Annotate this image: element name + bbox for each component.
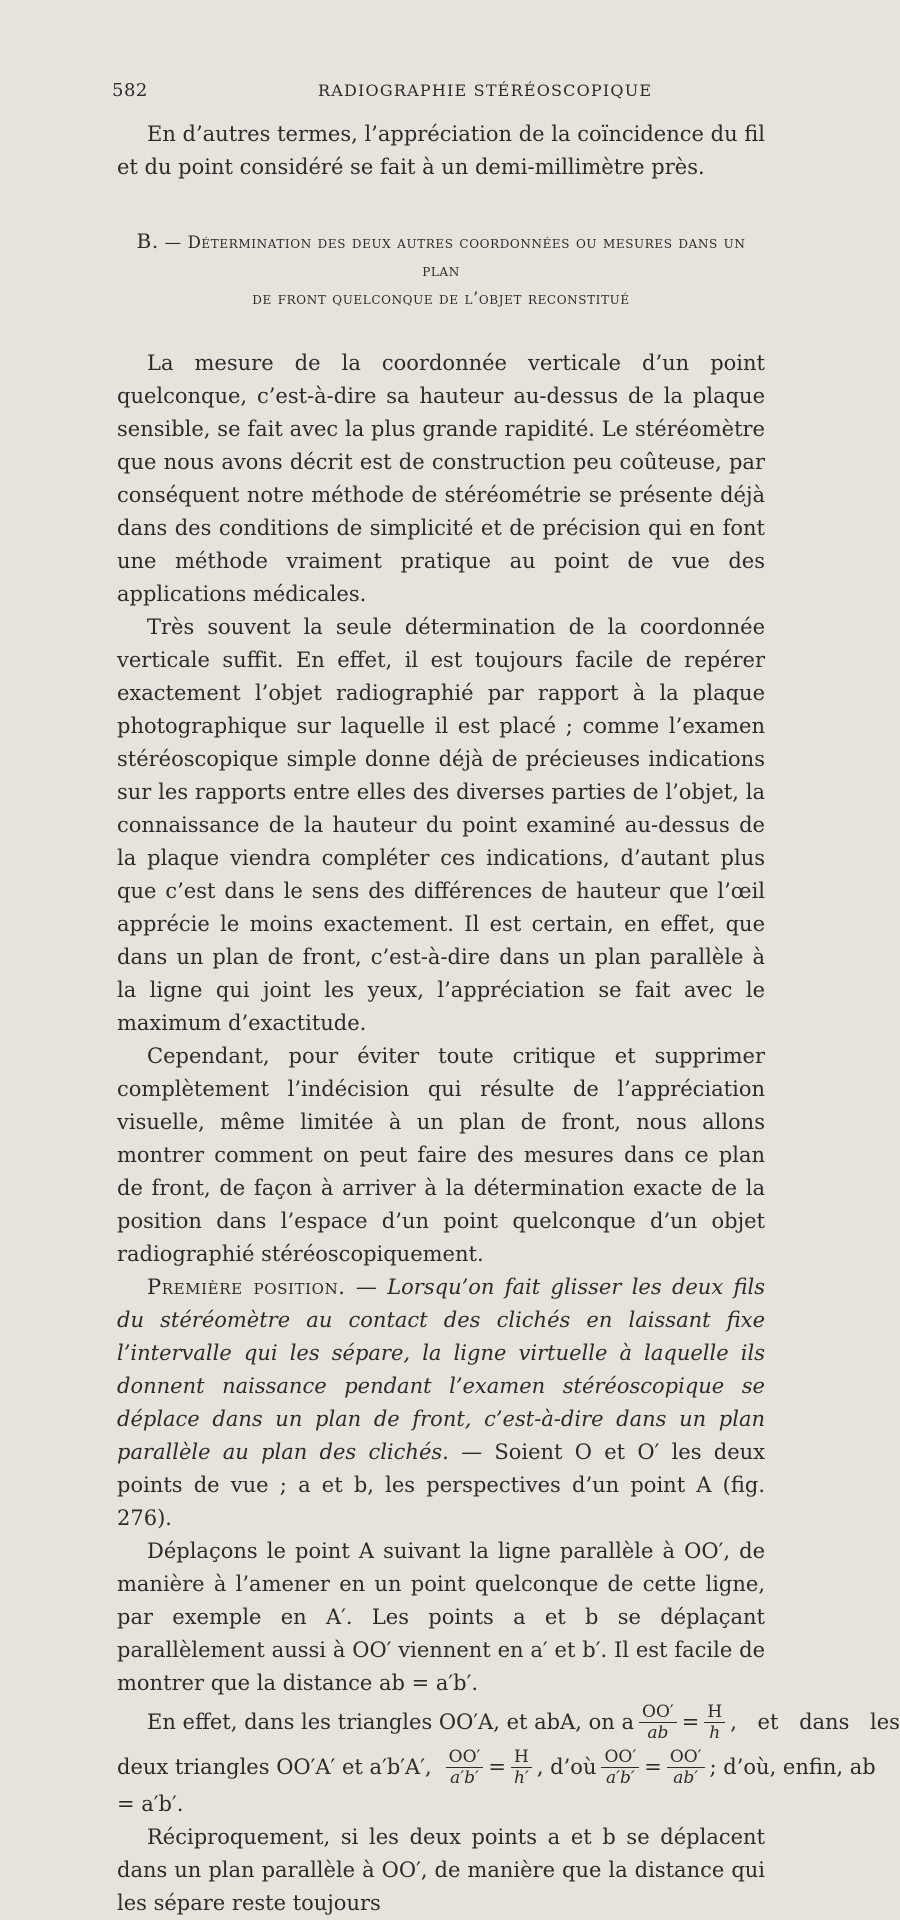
- fraction-oo-ab: [639, 1702, 677, 1743]
- fraction-numerator: OO′: [639, 1702, 677, 1723]
- premiere-position-statement: Lorsqu’on fait glisser les deux fils du stéréomètre au contact des clichés en laissant fixe l’intervalle qui les sépare, la ligne virtuelle à laquelle ils donnent naissance pendant l’examen stéréoscopique se déplace dans un plan de front, c’est-à-dire dans un plan parallèle au plan des clichés.: [117, 1275, 765, 1464]
- math-line-1-text: En effet, dans les triangles OO′A, et abA, on a: [147, 1710, 635, 1734]
- math-line-2-text: deux triangles OO′A′ et a′b′A′,: [117, 1755, 432, 1779]
- paragraph-4: Cependant, pour éviter toute critique et supprimer complètement l’indécision qui résulte de l’appréciation visuelle, même limitée à un plan de front, nous allons montrer comment on peut faire des mesures dans ce plan de front, de façon à arriver à la détermination exacte de la position dans l’espace d’un point quelconque d’un objet radiographié stéréoscopiquement.: [117, 1044, 765, 1266]
- fraction-oo-ab1: [667, 1747, 705, 1788]
- dou-text: , d’où: [536, 1755, 597, 1779]
- fraction-numerator: OO′: [446, 1747, 484, 1768]
- section-heading-b: [117, 227, 765, 313]
- math-line-1: [117, 1702, 900, 1743]
- section-heading-line-1: [117, 227, 765, 285]
- fraction-numerator: OO′: [667, 1747, 705, 1768]
- paragraph-3: Très souvent la seule détermination de la coordonnée verticale suffit. En effet, il est toujours facile de repérer exactement l’objet radiographié par rapport à la plaque photographique sur laquelle il est placé ; comme l’examen stéréoscopique simple donne déjà de précieuses indications sur les rapports entre elles des diverses parties de l’objet, la connaissance de la hauteur du point examiné au-dessus de la plaque viendra compléter ces indications, d’autant plus que c’est dans le sens des différences de hauteur que l’œil apprécie le moins exactement. Il est certain, en effet, que dans un plan de front, c’est-à-dire dans un plan parallèle à la ligne qui joint les yeux, l’appréciation se fait avec le maximum d’exactitude.: [117, 615, 765, 1035]
- equals-sign: =: [644, 1755, 662, 1779]
- premiere-position-label: Première position.: [147, 1275, 346, 1299]
- fraction-h-h1: [511, 1747, 532, 1788]
- fraction-numerator: H: [704, 1702, 725, 1723]
- paragraph-2: La mesure de la coordonnée verticale d’un point quelconque, c’est-à-dire sa hauteur au-dessus de la plaque sensible, se fait avec la plus grande rapidité. Le stéréomètre que nous avons décrit est de construction peu coûteuse, par conséquent notre méthode de stéréométrie se présente déjà dans des conditions de simplicité et de précision qui en font une méthode vraiment pratique au point de vue des applications médicales.: [117, 351, 765, 606]
- fraction-denominator: a′b′: [605, 1768, 635, 1788]
- fraction-numerator: OO′: [601, 1747, 639, 1768]
- section-title-line-1: Détermination des deux autres coordonnées ou mesures dans un plan: [187, 233, 746, 280]
- page-header: [112, 80, 760, 114]
- page-body: [117, 118, 900, 1920]
- running-title: RADIOGRAPHIE STÉRÉOSCOPIQUE: [318, 81, 653, 100]
- paragraph-6: Déplaçons le point A suivant la ligne parallèle à OO′, de manière à l’amener en un point quelconque de cette ligne, par exemple en A′. Les points a et b se déplaçant parallèlement aussi à OO′ viennent en a′ et b′. Il est facile de montrer que la distance ab = a′b′.: [117, 1539, 765, 1695]
- fraction-denominator: ab′: [673, 1768, 699, 1788]
- fraction-denominator: h′: [514, 1768, 529, 1788]
- math-line-2-end: ; d’où, enfin, ab: [709, 1755, 876, 1779]
- math-line-2: [117, 1747, 876, 1788]
- page-number: 582: [112, 80, 148, 101]
- premiere-position-dash: —: [345, 1275, 388, 1299]
- equals-sign: =: [488, 1755, 506, 1779]
- math-line-3: = a′b′.: [117, 1792, 184, 1816]
- fraction-h-h: [704, 1702, 725, 1743]
- section-title-line-2: de front quelconque de l’objet reconstitué: [252, 289, 630, 308]
- premiere-position-rest: — Soient O et O′ les deux points de vue ; a et b, les perspectives d’un point A (fig. 276).: [117, 1440, 766, 1530]
- paragraph-9: Réciproquement, si les deux points a et b se déplacent dans un plan parallèle à OO′, de manière que la distance qui les sépare reste toujours: [117, 1825, 765, 1915]
- equals-sign: =: [681, 1710, 700, 1734]
- paragraph-5: [117, 1271, 765, 1535]
- fraction-oo-a1b1-b: [601, 1747, 639, 1788]
- fraction-denominator: h: [709, 1723, 721, 1743]
- section-letter: B.: [136, 229, 159, 253]
- fraction-numerator: H: [511, 1747, 532, 1768]
- fraction-denominator: ab: [647, 1723, 669, 1743]
- fraction-denominator: a′b′: [450, 1768, 479, 1788]
- paragraph-1: En d’autres termes, l’appréciation de la coïncidence du fil et du point considéré se fait à un demi-millimètre près.: [117, 122, 765, 179]
- section-dash: —: [158, 233, 188, 252]
- math-line-1-end: , et dans les: [730, 1710, 900, 1734]
- fraction-oo-a1b1: [446, 1747, 484, 1788]
